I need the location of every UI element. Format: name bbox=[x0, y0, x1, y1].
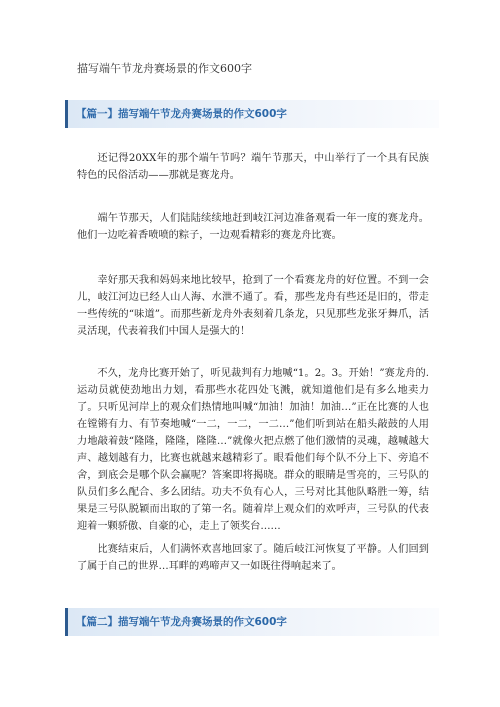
section-heading-2 bbox=[65, 608, 439, 636]
section-heading-1 bbox=[65, 100, 439, 128]
paragraph-2: 端午节那天，人们陆陆续续地赶到岐江河边准备观看一年一度的赛龙舟。他们一边吃着香喷喷的粽子，一边观看精彩的赛龙舟比赛。 bbox=[77, 213, 429, 241]
paragraph-3: 幸好那天我和妈妈来地比较早，抢到了一个看赛龙舟的好位置。不到一会儿，岐江河边已经人山人海、水泄不通了。看，那些龙舟有些还是旧的，带走一些传统的“味道”。而那些新龙舟外表刻着几条龙，只见那些龙张牙舞爪，活灵活现，代表着我们中国人是强大的！ bbox=[77, 275, 429, 337]
document-title: 描写端午节龙舟赛场景的作文600字 bbox=[77, 62, 252, 75]
paragraph-5: 比赛结束后，人们满怀欢喜地回家了。随后岐江河恢复了平静。人们回到了属于自己的世界…耳畔的鸡啼声又一如既往得响起来了。 bbox=[77, 544, 429, 572]
section-heading-2-text: 【篇二】描写端午节龙舟赛场景的作文600字 bbox=[76, 616, 287, 628]
paragraph-4: 不久，龙舟比赛开始了，听见裁判有力地喊“1。2。3。开始！”赛龙舟的.运动员就使劲地出力划，看那些水花四处飞溅，就知道他们是有多么地卖力了。只听见河岸上的观众们热情地叫喊“加油！加油！加油…”正在比赛的人也在镗锵有力、有节奏地喊“一二，一二，一二…”他们听到站在船头敲鼓的人用力地敲着鼓“隆隆，隆隆，隆隆…”就像火把点燃了他们激情的灵魂，越喊越大声、越划越有力，比赛也就越来越精彩了。眼看他们每个队不分上下、旁追不舍，到底会是哪个队会赢呢？答案即将揭晓。群众的眼睛是雪亮的，三号队的队员们多么配合、多么团结。功夫不负有心人，三号对比其他队略胜一筹，结果是三号队脱颖而出取的了第一名。随着岸上观众们的欢呼声，三号队的代表迎着一颗骄傲、自豪的心，走上了领奖台…… bbox=[77, 368, 429, 532]
section-heading-1-text: 【篇一】描写端午节龙舟赛场景的作文600字 bbox=[76, 108, 287, 120]
paragraph-1: 还记得20XX年的那个端午节吗？端午节那天，中山举行了一个具有民族特色的民俗活动——那就是赛龙舟。 bbox=[77, 153, 429, 181]
